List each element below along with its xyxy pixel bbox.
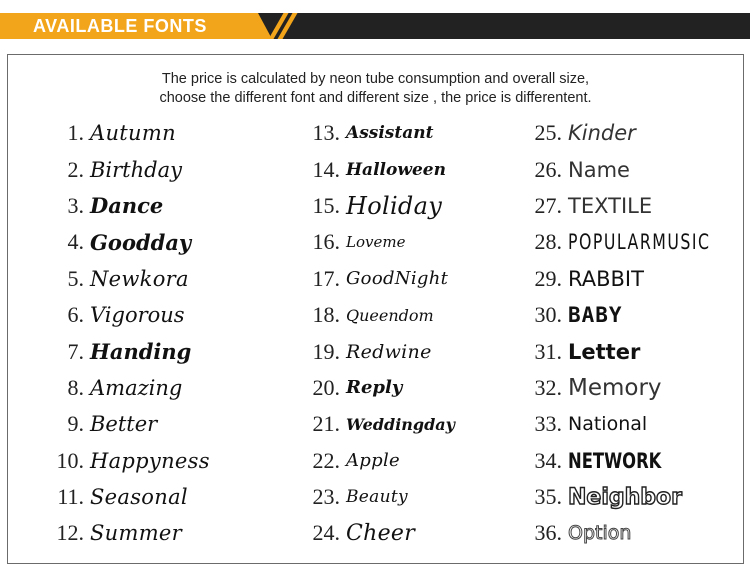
font-sample: Kinder	[568, 121, 636, 146]
font-item	[299, 479, 455, 515]
font-number: 31.	[534, 338, 562, 364]
font-number: 8.	[67, 374, 84, 400]
font-item	[521, 151, 750, 187]
font-sample: Memory	[568, 374, 662, 401]
font-number: 16.	[312, 229, 340, 255]
font-number: 6.	[67, 302, 84, 328]
font-item	[521, 515, 750, 551]
font-number: 5.	[67, 265, 84, 291]
font-number: 7.	[67, 338, 84, 364]
font-sample: Name	[568, 157, 630, 182]
font-sample: Newkora	[90, 266, 189, 291]
font-item	[521, 115, 750, 151]
font-sample: NETWORK	[568, 448, 662, 473]
font-sample: Letter	[568, 339, 641, 364]
font-number: 28.	[534, 229, 562, 255]
font-sample: Summer	[90, 521, 183, 546]
font-item	[299, 224, 455, 260]
font-sample: Vigorous	[90, 303, 185, 328]
font-item	[299, 188, 455, 224]
font-number: 20.	[312, 374, 340, 400]
font-item	[46, 333, 210, 369]
font-number: 21.	[312, 411, 340, 437]
font-number: 30.	[534, 302, 562, 328]
font-sample: Halloween	[346, 159, 446, 180]
font-item	[46, 515, 210, 551]
font-sample: Assistant	[346, 123, 434, 144]
font-number: 24.	[312, 520, 340, 546]
font-number: 14.	[312, 156, 340, 182]
font-number: 36.	[534, 520, 562, 546]
font-sample: Neighbor	[568, 484, 682, 510]
font-item	[46, 406, 210, 442]
font-number: 33.	[534, 411, 562, 437]
font-sample: Weddingday	[346, 414, 455, 434]
description-line-2: choose the different font and different size , the price is differentent.	[159, 90, 592, 106]
font-sample: Handing	[90, 339, 192, 365]
font-number: 25.	[534, 120, 562, 146]
font-number: 1.	[67, 120, 84, 146]
font-sample: Holiday	[346, 191, 443, 220]
font-item	[46, 261, 210, 297]
font-sample: Better	[90, 412, 158, 437]
font-item	[46, 479, 210, 515]
font-item	[521, 479, 750, 515]
font-number: 4.	[67, 229, 84, 255]
font-item	[299, 370, 455, 406]
font-number: 35.	[534, 484, 562, 510]
font-sample: GoodNight	[346, 268, 449, 290]
font-sample: POPULARMUSIC	[568, 230, 711, 255]
font-sample: Cheer	[346, 520, 416, 546]
font-item	[521, 224, 750, 260]
font-number: 27.	[534, 192, 562, 218]
font-item	[299, 333, 455, 369]
header-bar	[0, 13, 750, 39]
font-item	[299, 515, 455, 551]
font-number: 10.	[56, 447, 84, 473]
font-item	[46, 370, 210, 406]
font-item	[46, 188, 210, 224]
font-sample: Goodday	[90, 229, 192, 255]
font-number: 18.	[312, 302, 340, 328]
font-number: 23.	[312, 484, 340, 510]
font-column-1	[46, 115, 210, 552]
font-number: 13.	[312, 120, 340, 146]
font-item	[521, 297, 750, 333]
font-sample: Queendom	[346, 305, 434, 325]
font-number: 26.	[534, 156, 562, 182]
font-item	[521, 406, 750, 442]
section-title: AVAILABLE FONTS	[0, 13, 270, 39]
font-item	[521, 188, 750, 224]
font-item	[299, 261, 455, 297]
font-number: 3.	[67, 192, 84, 218]
font-sample: Option	[568, 522, 632, 545]
font-item	[521, 370, 750, 406]
font-sample: National	[568, 413, 648, 436]
font-item	[46, 115, 210, 151]
font-catalog-panel	[7, 54, 744, 564]
font-sample: Autumn	[90, 121, 176, 146]
font-number: 29.	[534, 265, 562, 291]
font-sample: Reply	[346, 377, 403, 399]
font-number: 17.	[312, 265, 340, 291]
font-sample: Loveme	[346, 233, 406, 252]
font-number: 19.	[312, 338, 340, 364]
font-item	[521, 333, 750, 369]
font-sample: Beauty	[346, 487, 408, 508]
font-item	[299, 115, 455, 151]
font-sample: BABY	[568, 303, 623, 328]
font-number: 32.	[534, 374, 562, 400]
font-item	[521, 443, 750, 479]
font-item	[46, 297, 210, 333]
font-item	[46, 224, 210, 260]
font-number: 9.	[67, 411, 84, 437]
font-sample: Happyness	[90, 448, 210, 473]
font-sample: Birthday	[90, 157, 182, 182]
font-sample: Seasonal	[90, 485, 188, 510]
font-sample: Dance	[90, 193, 164, 219]
font-item	[46, 151, 210, 187]
font-column-2	[299, 115, 455, 552]
font-number: 2.	[67, 156, 84, 182]
font-sample: TEXTILE	[568, 193, 653, 218]
font-sample: Apple	[346, 450, 400, 472]
font-item	[299, 297, 455, 333]
font-item	[299, 443, 455, 479]
font-number: 11.	[57, 484, 84, 510]
font-column-3	[521, 115, 750, 552]
font-number: 34.	[534, 447, 562, 473]
font-number: 12.	[56, 520, 84, 546]
font-number: 22.	[312, 447, 340, 473]
font-item	[299, 406, 455, 442]
font-item	[46, 443, 210, 479]
font-item	[299, 151, 455, 187]
font-item	[521, 261, 750, 297]
font-number: 15.	[312, 192, 340, 218]
font-sample: RABBIT	[568, 266, 644, 291]
description-line-1: The price is calculated by neon tube consumption and overall size,	[161, 71, 590, 87]
font-sample: Amazing	[90, 375, 183, 400]
font-sample: Redwine	[346, 340, 432, 363]
price-description	[8, 70, 743, 108]
